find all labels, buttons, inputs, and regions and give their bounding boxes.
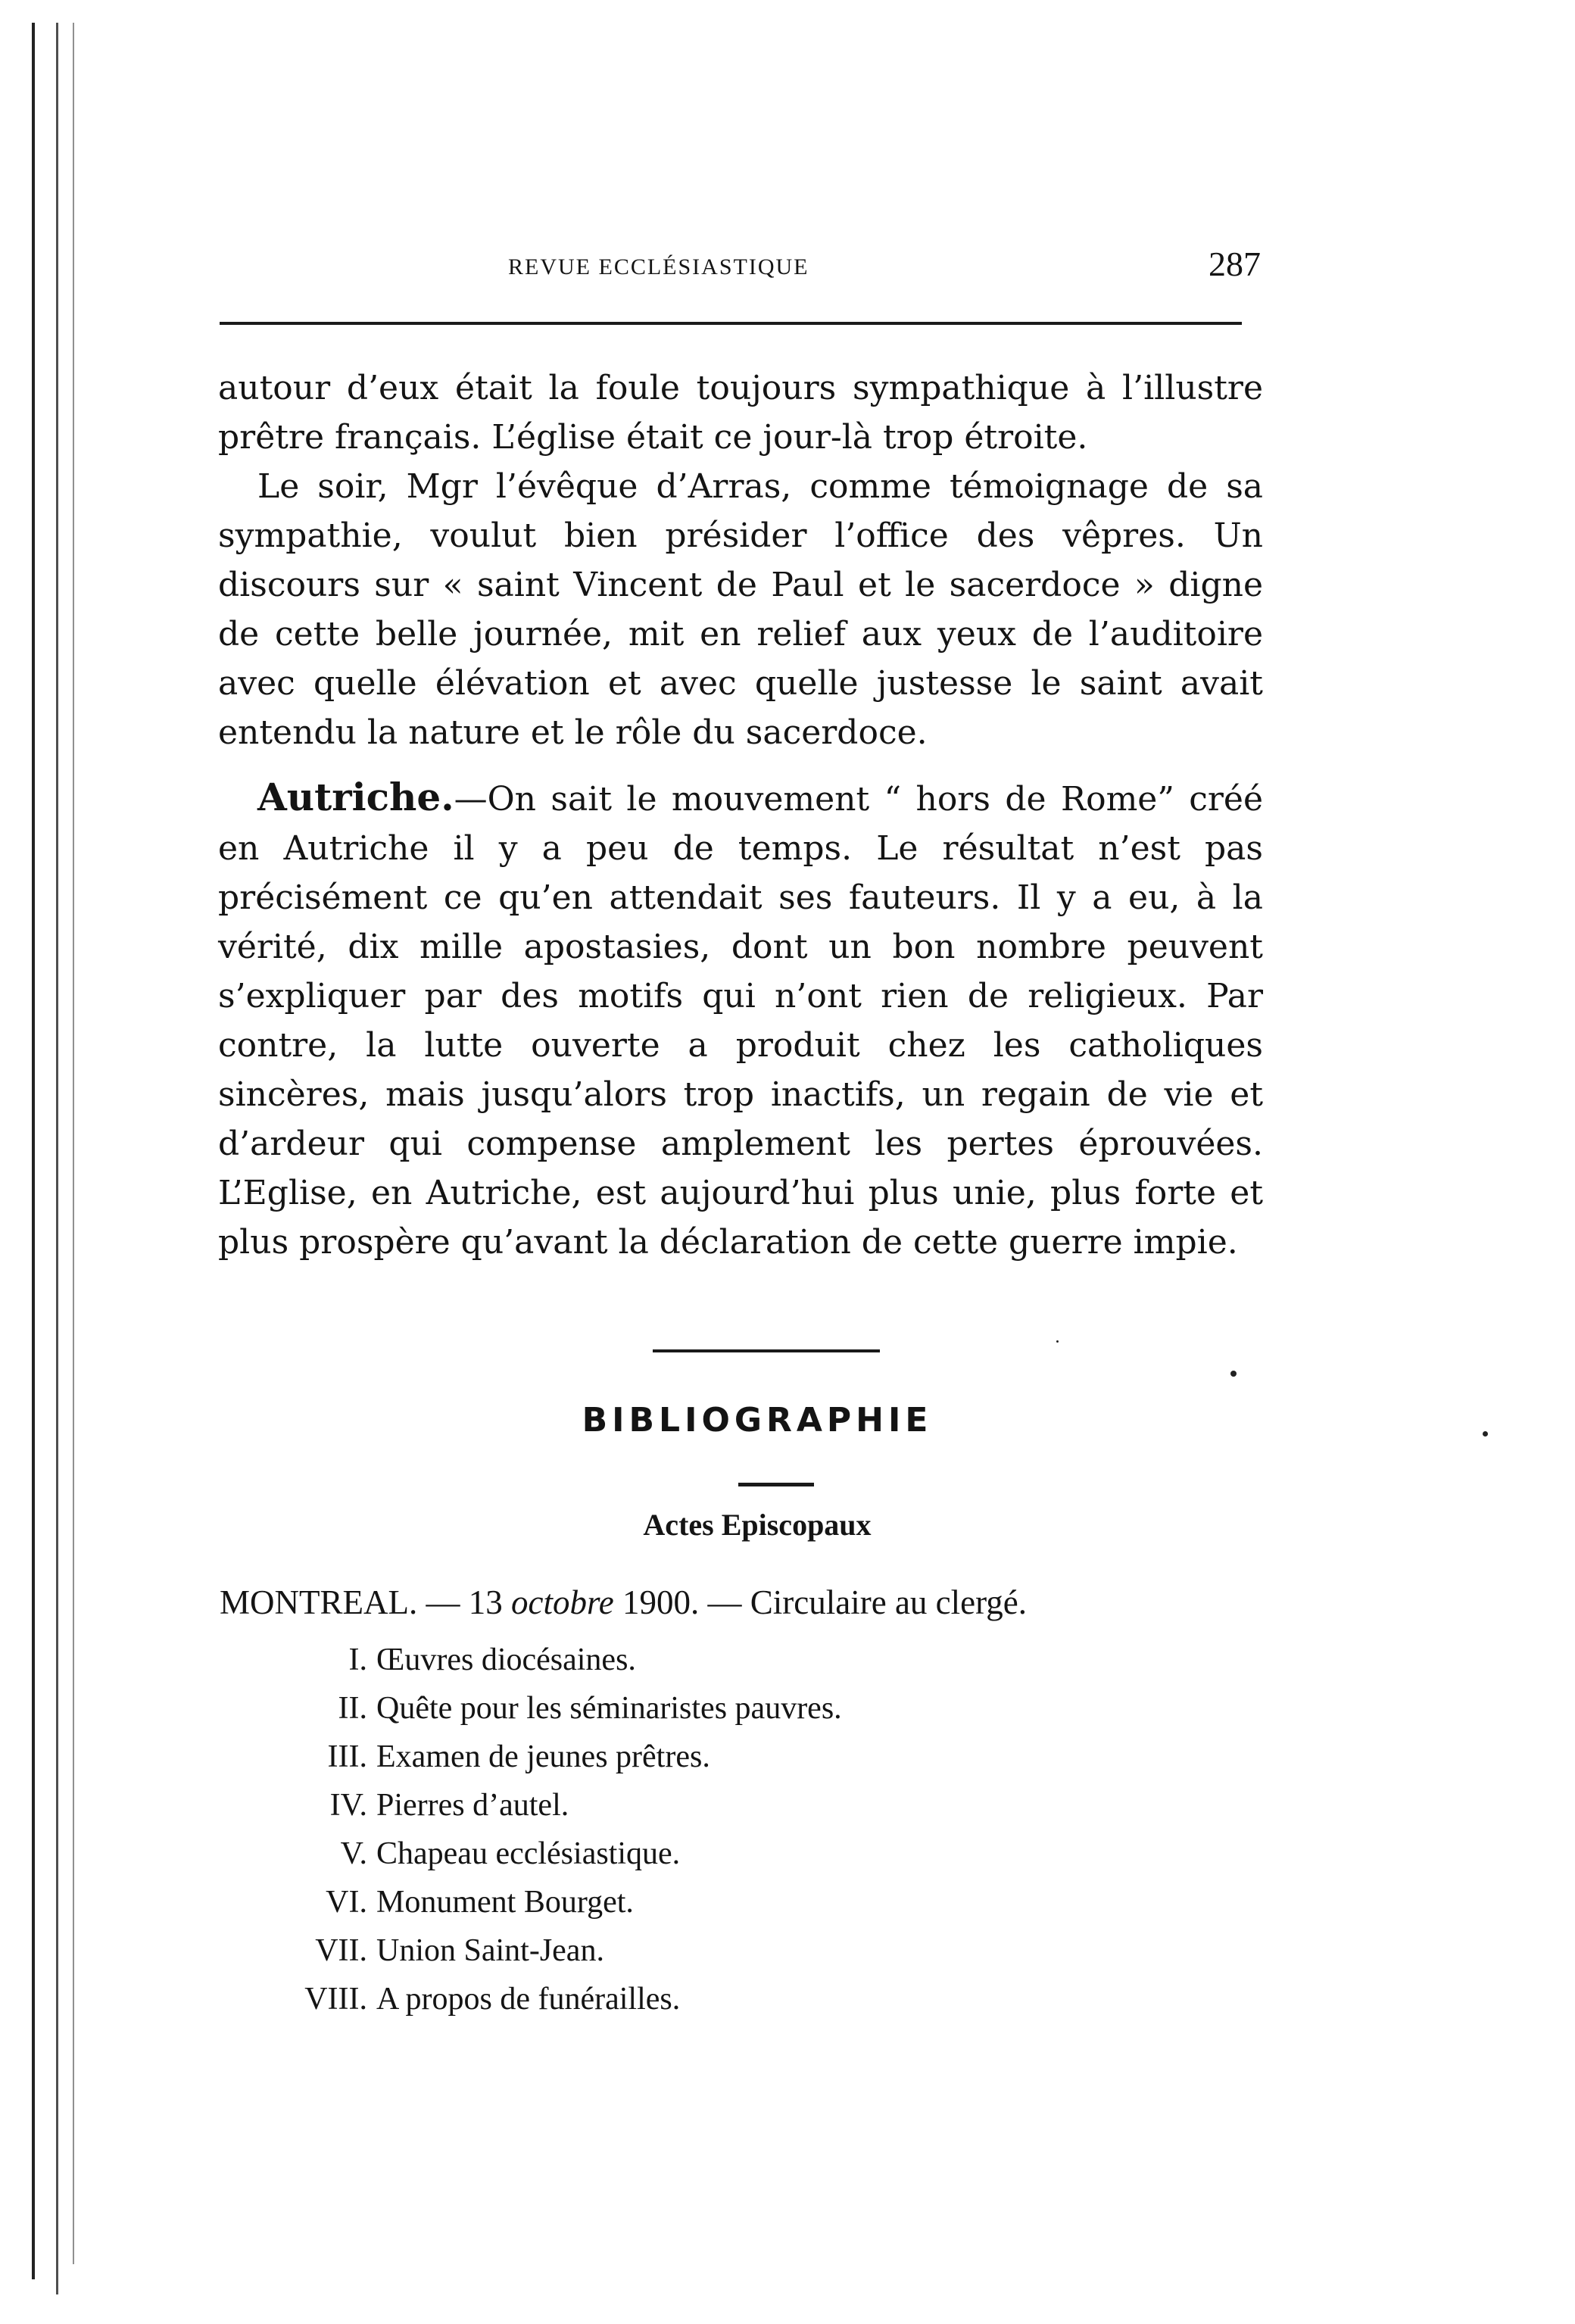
running-header	[216, 244, 1261, 289]
item-number: VIII.	[304, 1982, 367, 2017]
entry-dash: —	[707, 1583, 742, 1621]
entry-header	[220, 1583, 1027, 1622]
item-number: III.	[327, 1739, 367, 1774]
scan-speck	[1483, 1431, 1488, 1437]
list-item	[242, 1733, 1075, 1781]
item-list	[242, 1636, 1075, 2023]
list-item	[242, 1636, 1075, 1684]
list-item	[242, 1878, 1075, 1926]
paragraph: autour d’eux était la foule toujours sympathique à l’illustre prêtre français. L’église était ce jour-là trop étroite.	[218, 369, 1263, 457]
entry-date-month: octobre	[510, 1583, 614, 1621]
body-text	[218, 363, 1263, 1267]
scan-binding-edge	[56, 23, 58, 2294]
item-text: Chapeau ecclésiastique.	[376, 1836, 681, 1871]
item-text: Pierres d’autel.	[376, 1788, 569, 1823]
running-title: REVUE ECCLÉSIASTIQUE	[508, 254, 809, 279]
list-item	[242, 1684, 1075, 1733]
item-number: V.	[340, 1836, 367, 1871]
scan-speck	[1056, 1340, 1059, 1343]
subsection-title: Actes Episcopaux	[643, 1508, 872, 1542]
entry-date-year: 1900.	[622, 1583, 700, 1621]
item-text: Monument Bourget.	[376, 1885, 634, 1920]
list-item	[242, 1926, 1075, 1975]
scan-binding-edge	[32, 23, 35, 2279]
page-number: 287	[1209, 245, 1261, 283]
entry-date-day: 13	[468, 1583, 503, 1621]
entry-dash: —	[426, 1583, 460, 1621]
list-item	[242, 1975, 1075, 2023]
item-text: Œuvres diocésaines.	[376, 1642, 636, 1677]
entry-description: Circulaire au clergé.	[750, 1583, 1028, 1621]
item-text: Examen de jeunes prêtres.	[376, 1739, 710, 1774]
item-number: I.	[348, 1642, 367, 1677]
item-number: VII.	[315, 1933, 367, 1968]
section-paragraph	[218, 772, 1263, 1267]
bibliography-rule	[738, 1483, 814, 1486]
item-number: II.	[338, 1691, 367, 1726]
item-number: VI.	[326, 1885, 367, 1920]
entry-place: MONTREAL.	[220, 1583, 418, 1621]
item-text: Union Saint-Jean.	[376, 1933, 604, 1968]
list-item	[242, 1781, 1075, 1830]
section-divider	[653, 1349, 880, 1352]
paragraph: Le soir, Mgr l’évêque d’Arras, comme témoignage de sa sympathie, voulut bien présider l’office des vêpres. Un discours sur « saint Vincent de Paul et le sacerdoce » digne de cette belle journée, mit en relief aux yeux de l’auditoire avec quelle élévation et avec quelle justesse le saint avait entendu la nature et le rôle du sacerdoce.	[218, 467, 1263, 752]
paragraph-text: —On sait le mouvement “ hors de Rome” créé en Autriche il y a peu de temps. Le résultat n’est pas précisément ce qu’en attendait ses fauteurs. Il y a eu, à la vérité, dix mille apostasies, dont un bon nombre peuvent s’expliquer par des motifs qui n’ont rien de religieux. Par contre, la lutte ouverte a produit chez les catholiques sincères, mais jusqu’alors trop inactifs, un regain de vie et d’ardeur qui compense amplement les pertes éprouvées. L’Eglise, en Autriche, est aujourd’hui plus unie, plus forte et plus prospère qu’avant la déclaration de cette guerre impie.	[218, 780, 1263, 1262]
item-text: Quête pour les séminaristes pauvres.	[376, 1691, 842, 1726]
list-item	[242, 1830, 1075, 1878]
item-number: IV.	[329, 1788, 367, 1823]
scan-speck	[1230, 1371, 1237, 1377]
header-rule	[220, 322, 1242, 325]
bibliography-title: BIBLIOGRAPHIE	[582, 1401, 933, 1440]
item-text: A propos de funérailles.	[376, 1982, 681, 2017]
scan-binding-edge	[73, 23, 74, 2264]
section-title: Autriche.	[257, 775, 454, 819]
